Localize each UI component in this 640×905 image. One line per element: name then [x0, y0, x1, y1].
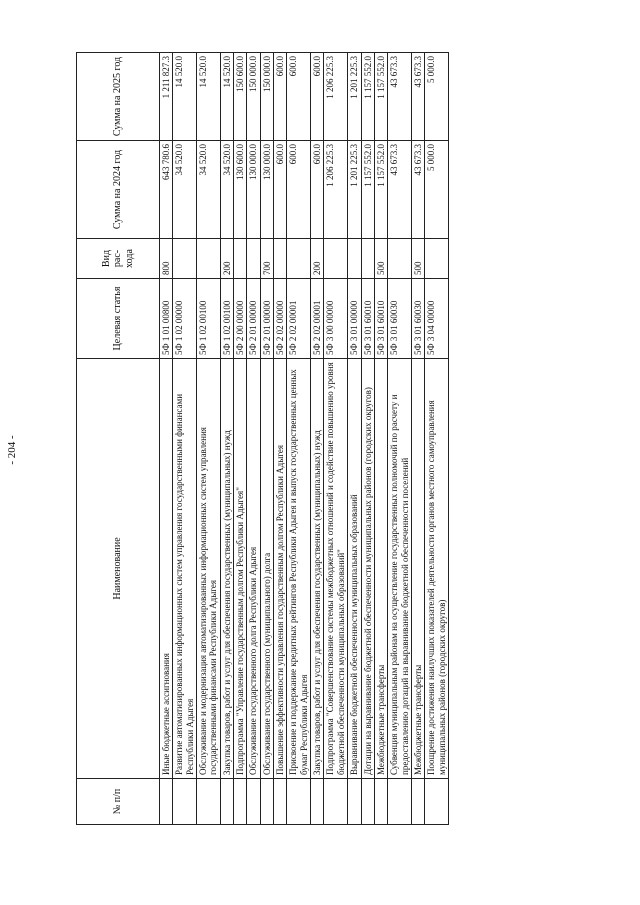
cell-vid	[425, 239, 449, 279]
cell-sum-2025: 150 000.0	[260, 53, 273, 141]
cell-sum-2024: 600.0	[311, 141, 324, 239]
cell-sum-2025: 43 673.3	[411, 53, 424, 141]
budget-table	[76, 52, 449, 825]
page-number: - 204 -	[6, 435, 18, 465]
header-num: № п/п	[77, 779, 160, 825]
cell-code: 5Ф 3 01 60010	[361, 279, 374, 359]
cell-sum-2025: 14 520.0	[220, 53, 233, 141]
table-body	[160, 53, 449, 825]
cell-sum-2024: 600.0	[287, 141, 311, 239]
cell-sum-2024: 643 780.6	[160, 141, 173, 239]
cell-sum-2025: 1 201 225.3	[348, 53, 361, 141]
cell-code: 5Ф 1 01 00800	[160, 279, 173, 359]
cell-name: Межбюджетные трансферты	[374, 359, 387, 779]
cell-code: 5Ф 1 02 00000	[173, 279, 197, 359]
cell-num	[374, 779, 387, 825]
cell-num	[197, 779, 221, 825]
cell-vid: 500	[374, 239, 387, 279]
cell-num	[287, 779, 311, 825]
table-row	[361, 53, 374, 825]
cell-vid	[234, 239, 247, 279]
cell-sum-2024: 600.0	[274, 141, 287, 239]
cell-name: Поощрение достижения наилучших показателей деятельности органов местного самоуправления муниципальных районов (городских округов)	[425, 359, 449, 779]
cell-name: Закупка товаров, работ и услуг для обеспечения государственных (муниципальных) нужд	[311, 359, 324, 779]
cell-name: Обслуживание и модернизация автоматизированных информационных систем управления государственными финансами Республики Адыгея	[197, 359, 221, 779]
cell-name: Выравнивание бюджетной обеспеченности муниципальных образований	[348, 359, 361, 779]
cell-sum-2024: 43 673.3	[411, 141, 424, 239]
table-row	[260, 53, 273, 825]
cell-num	[388, 779, 412, 825]
table-row	[287, 53, 311, 825]
cell-sum-2024: 34 520.0	[173, 141, 197, 239]
cell-sum-2025: 150 000.0	[247, 53, 260, 141]
cell-code: 5Ф 2 00 00000	[234, 279, 247, 359]
table-row	[220, 53, 233, 825]
cell-sum-2025: 1 157 552.0	[374, 53, 387, 141]
header-vid: Вид рас- хода	[77, 239, 160, 279]
table-header-row	[77, 53, 160, 825]
cell-name: Повышение эффективности управления государственным долгом Республики Адыгея	[274, 359, 287, 779]
cell-sum-2024: 130 000.0	[247, 141, 260, 239]
cell-vid: 200	[311, 239, 324, 279]
cell-vid	[324, 239, 348, 279]
cell-code: 5Ф 3 04 00000	[425, 279, 449, 359]
cell-sum-2024: 1 206 225.3	[324, 141, 348, 239]
cell-vid: 700	[260, 239, 273, 279]
cell-sum-2025: 14 520.0	[197, 53, 221, 141]
cell-name: Закупка товаров, работ и услуг для обеспечения государственных (муниципальных) нужд	[220, 359, 233, 779]
cell-name: Присвоение и поддержание кредитных рейтингов Республики Адыгея и выпуск государственных ценных бумаг Республики Адыгея	[287, 359, 311, 779]
cell-sum-2025: 5 000.0	[425, 53, 449, 141]
cell-name: Обслуживание государственного (муниципального) долга	[260, 359, 273, 779]
cell-sum-2025: 600.0	[274, 53, 287, 141]
cell-sum-2025: 1 211 827.3	[160, 53, 173, 141]
cell-sum-2024: 43 673.3	[388, 141, 412, 239]
table-row	[388, 53, 412, 825]
cell-vid: 800	[160, 239, 173, 279]
cell-code: 5Ф 2 01 00000	[247, 279, 260, 359]
cell-sum-2024: 1 201 225.3	[348, 141, 361, 239]
table-row	[234, 53, 247, 825]
table-row	[247, 53, 260, 825]
cell-num	[160, 779, 173, 825]
cell-name: Подпрограмма "Управление государственным долгом Республики Адыгея"	[234, 359, 247, 779]
cell-code: 5Ф 2 02 00000	[274, 279, 287, 359]
table-row	[160, 53, 173, 825]
header-code: Целевая статья	[77, 279, 160, 359]
table-row	[197, 53, 221, 825]
cell-sum-2024: 5 000.0	[425, 141, 449, 239]
cell-code: 5Ф 3 01 60030	[411, 279, 424, 359]
header-name: Наименование	[77, 359, 160, 779]
cell-sum-2024: 130 000.0	[260, 141, 273, 239]
cell-num	[247, 779, 260, 825]
cell-sum-2025: 43 673.3	[388, 53, 412, 141]
cell-num	[234, 779, 247, 825]
cell-vid	[287, 239, 311, 279]
cell-name: Развитие автоматизированных информационных систем управления государственными финансами Республики Адыгея	[173, 359, 197, 779]
cell-num	[411, 779, 424, 825]
table-row	[374, 53, 387, 825]
cell-code: 5Ф 1 02 00100	[220, 279, 233, 359]
table-row	[425, 53, 449, 825]
cell-vid	[388, 239, 412, 279]
cell-num	[220, 779, 233, 825]
cell-sum-2025: 600.0	[311, 53, 324, 141]
cell-vid	[274, 239, 287, 279]
cell-num	[173, 779, 197, 825]
cell-code: 5Ф 3 00 00000	[324, 279, 348, 359]
table-row	[324, 53, 348, 825]
cell-num	[348, 779, 361, 825]
cell-sum-2025: 150 600.0	[234, 53, 247, 141]
cell-num	[274, 779, 287, 825]
cell-code: 5Ф 2 02 00001	[311, 279, 324, 359]
cell-sum-2024: 130 600.0	[234, 141, 247, 239]
cell-vid	[361, 239, 374, 279]
cell-code: 5Ф 3 01 00000	[348, 279, 361, 359]
cell-code: 5Ф 2 01 00000	[260, 279, 273, 359]
cell-num	[324, 779, 348, 825]
cell-num	[361, 779, 374, 825]
header-sum-2025: Сумма на 2025 год	[77, 53, 160, 141]
cell-vid: 200	[220, 239, 233, 279]
cell-sum-2024: 34 520.0	[220, 141, 233, 239]
cell-num	[311, 779, 324, 825]
table-row	[311, 53, 324, 825]
table-row	[173, 53, 197, 825]
cell-vid: 500	[411, 239, 424, 279]
cell-num	[425, 779, 449, 825]
table-row	[274, 53, 287, 825]
cell-name: Межбюджетные трансферты	[411, 359, 424, 779]
cell-vid	[348, 239, 361, 279]
cell-sum-2024: 1 157 552.0	[361, 141, 374, 239]
cell-sum-2025: 600.0	[287, 53, 311, 141]
cell-vid	[197, 239, 221, 279]
table-row	[411, 53, 424, 825]
cell-num	[260, 779, 273, 825]
cell-name: Подпрограмма "Совершенствование системы межбюджетных отношений и содействие повышению уровня бюджетной обеспеченности муниципальных образований"	[324, 359, 348, 779]
cell-sum-2024: 1 157 552.0	[374, 141, 387, 239]
cell-sum-2025: 1 206 225.3	[324, 53, 348, 141]
cell-code: 5Ф 3 01 60030	[388, 279, 412, 359]
cell-name: Дотации на выравнивание бюджетной обеспеченности муниципальных районов (городских округов)	[361, 359, 374, 779]
cell-vid	[173, 239, 197, 279]
header-sum-2024: Сумма на 2024 год	[77, 141, 160, 239]
cell-name: Обслуживание государственного долга Республики Адыгея	[247, 359, 260, 779]
cell-code: 5Ф 2 02 00001	[287, 279, 311, 359]
cell-code: 5Ф 3 01 60010	[374, 279, 387, 359]
cell-code: 5Ф 1 02 00100	[197, 279, 221, 359]
cell-sum-2025: 14 520.0	[173, 53, 197, 141]
cell-sum-2024: 34 520.0	[197, 141, 221, 239]
cell-vid	[247, 239, 260, 279]
cell-name: Иные бюджетные ассигнования	[160, 359, 173, 779]
cell-name: Субвенция муниципальным районам на осуществление государственных полномочий по расчету и предоставлению дотаций на выравнивание бюджетной обеспеченности поселений	[388, 359, 412, 779]
cell-sum-2025: 1 157 552.0	[361, 53, 374, 141]
table-row	[348, 53, 361, 825]
